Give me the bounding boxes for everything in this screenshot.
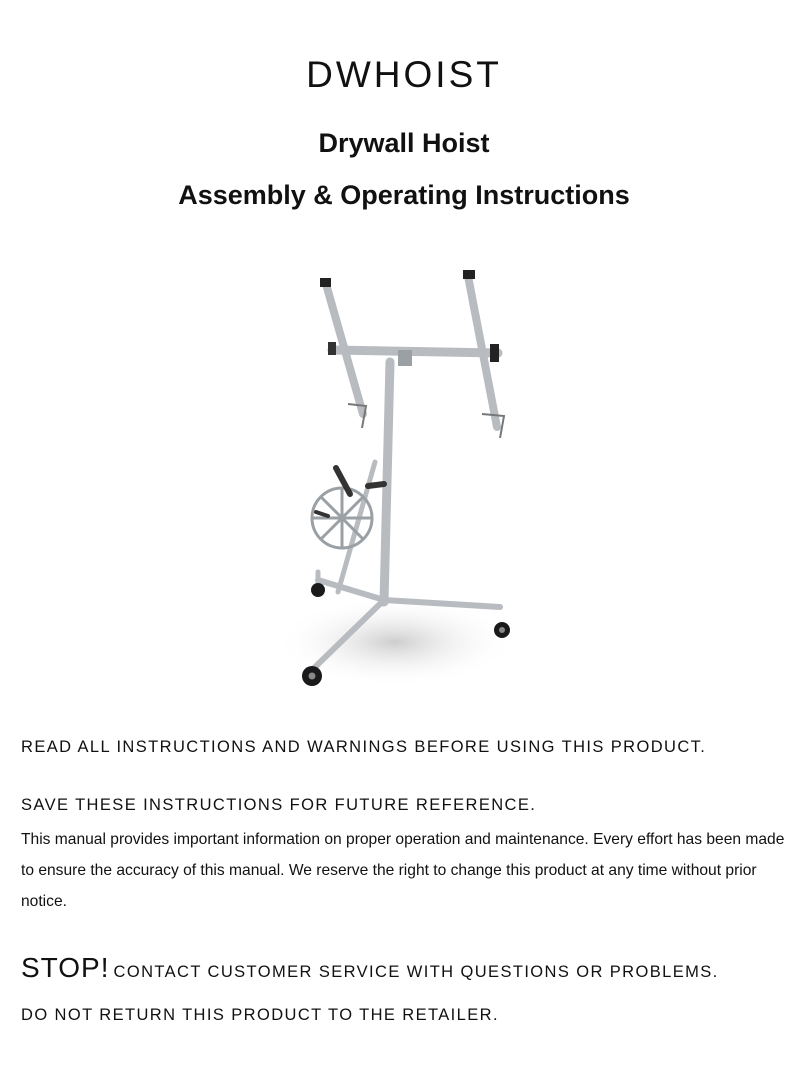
stop-warning (21, 952, 719, 984)
stop-word: STOP! (21, 952, 110, 983)
drywall-hoist-icon (260, 262, 550, 702)
save-instructions-notice: SAVE THESE INSTRUCTIONS FOR FUTURE REFERENCE. (21, 796, 537, 814)
manual-disclaimer-paragraph: This manual provides important information on proper operation and maintenance. Every effort has been made to ensure the accuracy of this manual. We reserve the right to change this product at any time without prior notice. (21, 831, 785, 910)
contact-service-notice: CONTACT CUSTOMER SERVICE WITH QUESTIONS OR PROBLEMS. (113, 963, 719, 981)
read-instructions-notice: READ ALL INSTRUCTIONS AND WARNINGS BEFORE USING THIS PRODUCT. (21, 738, 707, 756)
product-title: Drywall Hoist (318, 128, 490, 158)
no-return-notice: DO NOT RETURN THIS PRODUCT TO THE RETAILER. (21, 1006, 499, 1024)
document-subtitle: Assembly & Operating Instructions (178, 180, 630, 210)
brand-name: DWHOIST (306, 54, 502, 95)
